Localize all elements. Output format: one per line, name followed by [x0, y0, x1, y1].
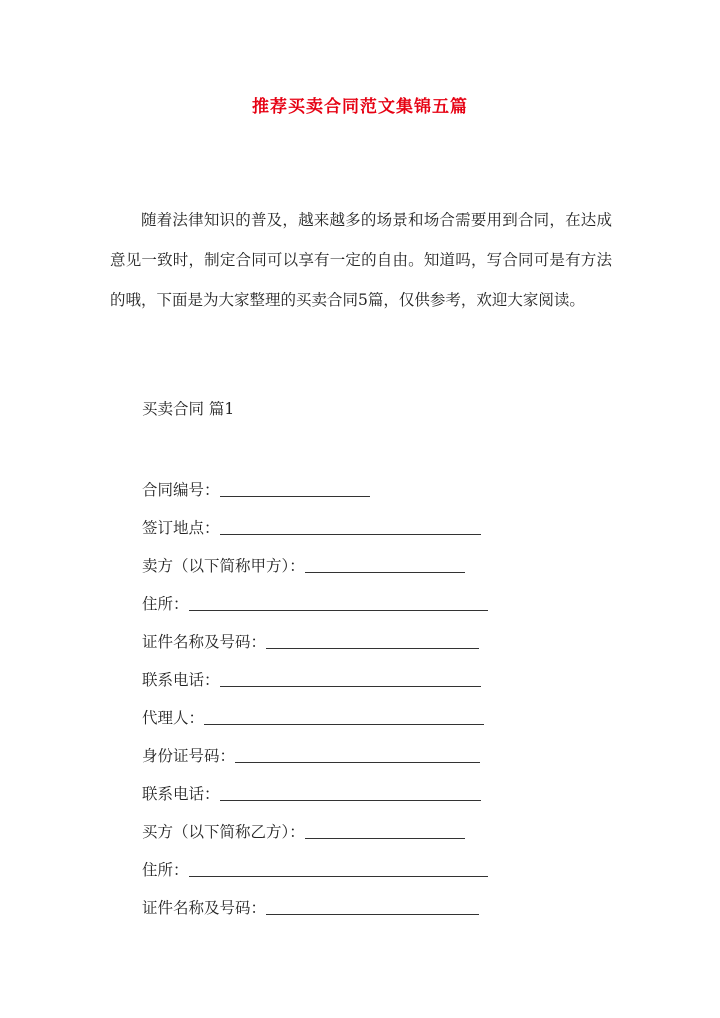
field-seller-phone	[142, 662, 481, 692]
field-label: 住所：	[142, 861, 189, 879]
fill-in-blank	[204, 724, 484, 725]
field-buyer-address	[142, 852, 488, 882]
field-label: 联系电话：	[142, 671, 220, 689]
field-label: 买方（以下简称乙方）：	[142, 823, 305, 841]
field-buyer-id	[142, 890, 479, 920]
field-agent-phone	[142, 776, 481, 806]
field-seller-id	[142, 624, 479, 654]
fill-in-blank	[266, 914, 479, 915]
field-buyer	[142, 814, 465, 844]
field-label: 证件名称及号码：	[142, 899, 267, 917]
field-label: 住所：	[142, 595, 189, 613]
section-heading: 买卖合同 篇1	[142, 400, 235, 418]
fill-in-blank	[266, 648, 479, 649]
fill-in-blank	[305, 838, 465, 839]
fill-in-blank	[305, 572, 465, 573]
field-seller	[142, 548, 465, 578]
field-agent	[142, 700, 484, 730]
fill-in-blank	[220, 686, 481, 687]
document-title: 推荐买卖合同范文集锦五篇	[252, 97, 468, 117]
field-signing-place	[142, 510, 481, 540]
field-label: 证件名称及号码：	[142, 633, 267, 651]
field-label: 身份证号码：	[142, 747, 236, 765]
fill-in-blank	[189, 610, 488, 611]
field-label: 代理人：	[142, 709, 205, 727]
field-agent-id	[142, 738, 480, 768]
field-seller-address	[142, 586, 488, 616]
fill-in-blank	[235, 762, 480, 763]
fill-in-blank	[220, 800, 481, 801]
field-contract-number	[142, 472, 370, 502]
field-label: 签订地点：	[142, 519, 220, 537]
fill-in-blank	[189, 876, 488, 877]
fill-in-blank	[220, 496, 370, 497]
fill-in-blank	[220, 534, 481, 535]
intro-paragraph: 随着法律知识的普及，越来越多的场景和场合需要用到合同，在达成意见一致时，制定合同可以享有一定的自由。知道吗，写合同可是有方法的哦，下面是为大家整理的买卖合同5篇，仅供参考，欢迎大家阅读。	[110, 211, 612, 309]
field-label: 合同编号：	[142, 481, 220, 499]
field-label: 联系电话：	[142, 785, 220, 803]
field-label: 卖方（以下简称甲方）：	[142, 557, 305, 575]
